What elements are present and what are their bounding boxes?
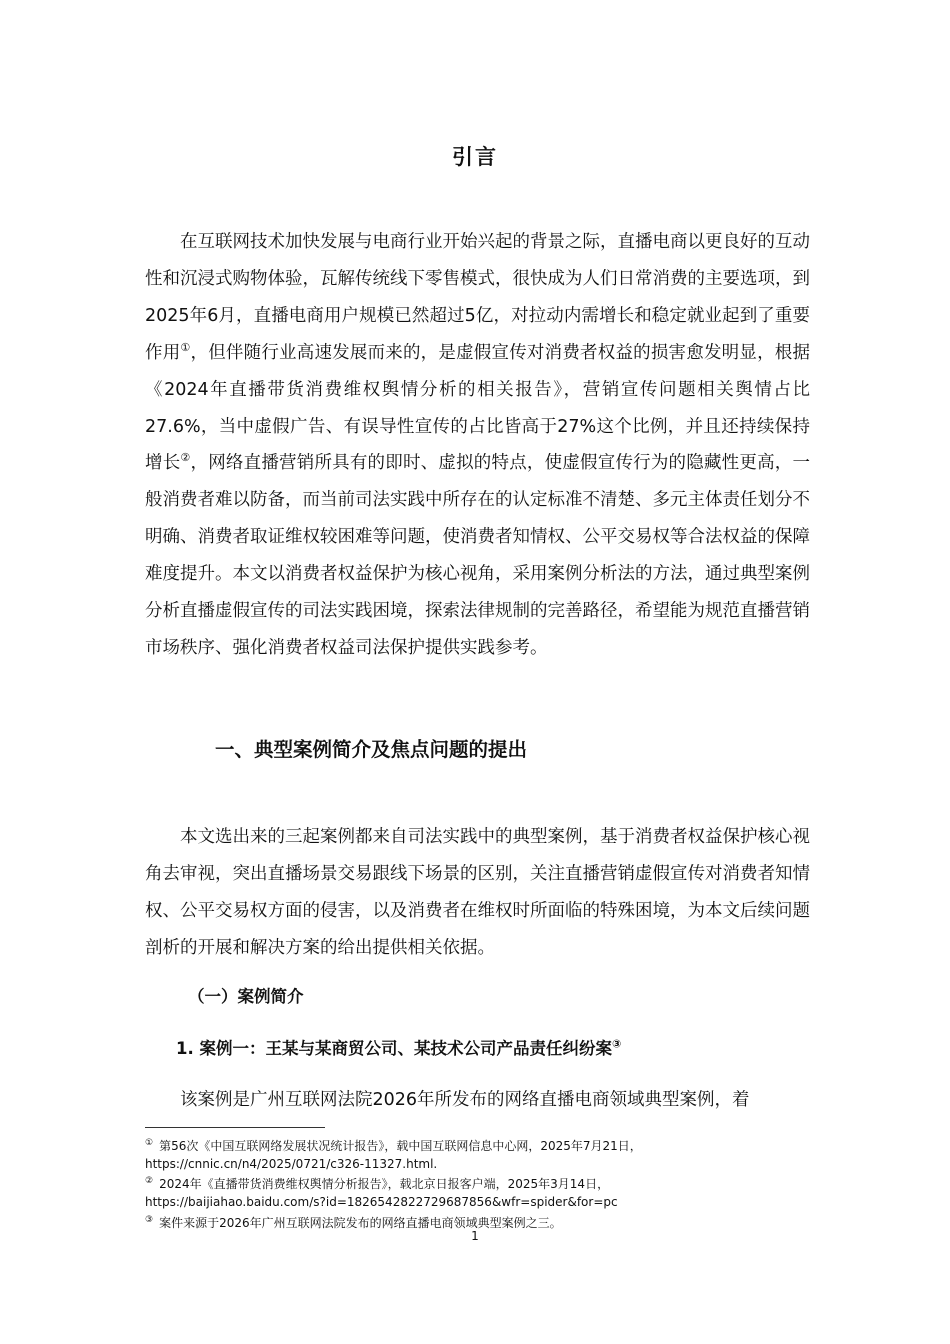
intro-paragraph (145, 224, 810, 667)
case-heading (176, 1035, 621, 1059)
footnote-text: 第56次《中国互联网络发展状况统计报告》，载中国互联网信息中心网，2025年7月21日， (159, 1139, 642, 1153)
footnote-ref-3[interactable]: ③ (612, 1037, 622, 1051)
case-heading-text: 1. 案例一：王某与某商贸公司、某技术公司产品责任纠纷案 (176, 1039, 612, 1058)
footnotes (145, 1135, 825, 1233)
footnote-mark: ③ (145, 1214, 154, 1225)
footnote-1 (145, 1135, 825, 1173)
footnote-separator (145, 1127, 325, 1128)
page-title: 引言 (452, 145, 498, 169)
intro-text-3: ，网络直播营销所具有的即时、虚拟的特点，使虚假宣传行为的隐藏性更高，一般消费者难以防备，而当前司法实践中所存在的认定标准不清楚、多元主体责任划分不明确、消费者取证维权较困难等问题，使消费者知情权、公平交易权等合法权益的保障难度提升。本文以消费者权益保护为核心视角，采用案例分析法的方法，通过典型案例分析直播虚假宣传的司法实践困境，探索法律规制的完善路径，希望能为规范直播营销市场秩序、强化消费者权益司法保护提供实践参考。 (145, 453, 811, 658)
footnote-text: 案件来源于2026年广州互联网法院发布的网络直播电商领域典型案例之三。 (159, 1215, 562, 1230)
section-heading: 一、典型案例简介及焦点问题的提出 (215, 738, 528, 761)
intro-text-2: ，但伴随行业高速发展而来的，是虚假宣传对消费者权益的损害愈发明显，根据《2024年直播带货消费维权舆情分析的相关报告》，营销宣传问题相关舆情占比27.6%，当中虚假广告、有误导性宣传的占比皆高于27%这个比例，并且还持续保持增长 (145, 342, 811, 474)
footnote-2 (145, 1173, 825, 1211)
subsection-heading: （一）案例简介 (188, 987, 304, 1006)
footnote-link[interactable]: https://baijiahao.baidu.com/s?id=1826542822729687856&wfr=spider&for=pc (145, 1195, 618, 1210)
case-paragraph: 该案例是广州互联网法院2026年所发布的网络直播电商领域典型案例，着 (180, 1090, 750, 1110)
section-body-paragraph: 本文选出来的三起案例都来自司法实践中的典型案例，基于消费者权益保护核心视角去审视，突出直播场景交易跟线下场景的区别，关注直播营销虚假宣传对消费者知情权、公平交易权方面的侵害，以及消费者在维权时所面临的特殊困境，为本文后续问题剖析的开展和解决方案的给出提供相关依据。 (145, 827, 810, 958)
footnote-link[interactable]: https://cnnic.cn/n4/2025/0721/c326-11327.html. (145, 1156, 438, 1171)
footnote-ref-1[interactable]: ① (180, 340, 191, 354)
footnote-mark: ① (145, 1138, 154, 1148)
footnote-mark: ② (145, 1176, 154, 1187)
page-number: 1 (471, 1229, 479, 1243)
intro-text-1: 在互联网技术加快发展与电商行业开始兴起的背景之际，直播电商以更良好的互动性和沉浸式购物体验，瓦解传统线下零售模式，很快成为人们日常消费的主要选项，到2025年6月，直播电商用户规模已然超过5亿，对拉动内需增长和稳定就业起到了重要作用 (145, 232, 810, 363)
footnote-text: 2024年《直播带货消费维权舆情分析报告》，载北京日报客户端，2025年3月14日， (159, 1177, 610, 1192)
footnote-ref-2[interactable]: ② (180, 451, 191, 465)
